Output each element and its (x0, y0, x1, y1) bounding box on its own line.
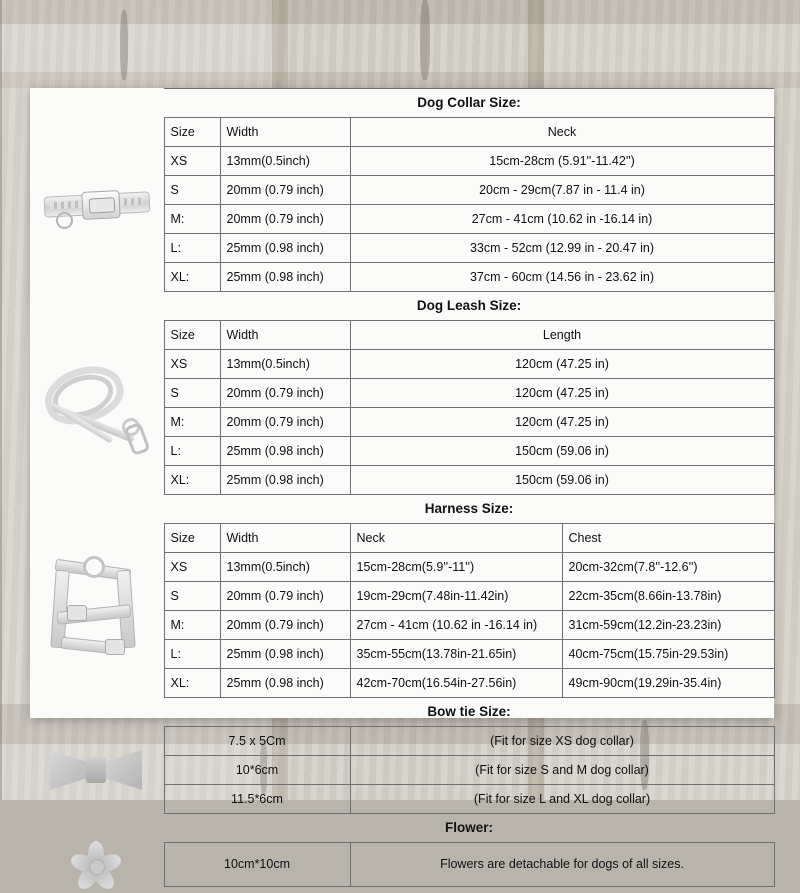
column-header-neck: Neck (350, 118, 774, 147)
cell-length: 120cm (47.25 in) (350, 408, 774, 437)
cell-width: 13mm(0.5inch) (220, 147, 350, 176)
table-row (30, 698, 774, 727)
cell-chest: 40cm-75cm(15.75in-29.53in) (562, 640, 774, 669)
cell-width: 25mm (0.98 inch) (220, 640, 350, 669)
section-title-collar: Dog Collar Size: (164, 89, 774, 118)
size-chart-table (30, 88, 775, 887)
cell-size: L: (164, 437, 220, 466)
cell-length: 150cm (59.06 in) (350, 437, 774, 466)
cell-chest: 22cm-35cm(8.66in-13.78in) (562, 582, 774, 611)
cell-size: XL: (164, 263, 220, 292)
column-header-size: Size (164, 524, 220, 553)
cell-neck: 27cm - 41cm (10.62 in -16.14 in) (350, 611, 562, 640)
cell-width: 13mm(0.5inch) (220, 553, 350, 582)
cell-bowtie-fit: (Fit for size S and M dog collar) (350, 756, 774, 785)
column-header-width: Width (220, 321, 350, 350)
cell-width: 25mm (0.98 inch) (220, 466, 350, 495)
collar-illustration (36, 121, 156, 289)
cell-chest: 31cm-59cm(12.2in-23.23in) (562, 611, 774, 640)
cell-length: 150cm (59.06 in) (350, 466, 774, 495)
cell-bowtie-size: 7.5 x 5Cm (164, 727, 350, 756)
cell-size: M: (164, 611, 220, 640)
bow-tie-image (30, 727, 164, 814)
table-row (30, 292, 774, 321)
cell-neck: 37cm - 60cm (14.56 in - 23.62 in) (350, 263, 774, 292)
table-row (30, 321, 774, 350)
dog-collar-image (30, 118, 164, 292)
cell-size: XL: (164, 466, 220, 495)
cell-neck: 19cm-29cm(7.48in-11.42in) (350, 582, 562, 611)
cell-width: 25mm (0.98 inch) (220, 234, 350, 263)
cell-length: 120cm (47.25 in) (350, 350, 774, 379)
section-title-bowtie: Bow tie Size: (164, 698, 774, 727)
table-row (30, 89, 774, 118)
dog-harness-image (30, 524, 164, 698)
cell-size: L: (164, 640, 220, 669)
cell-neck: 15cm-28cm(5.9''-11'') (350, 553, 562, 582)
bowtie-illustration (36, 730, 156, 811)
cell-neck: 20cm - 29cm(7.87 in - 11.4 in) (350, 176, 774, 205)
table-row (30, 495, 774, 524)
cell-neck: 27cm - 41cm (10.62 in -16.14 in) (350, 205, 774, 234)
cell-bowtie-fit: (Fit for size XS dog collar) (350, 727, 774, 756)
paint-crack (420, 0, 430, 80)
cell-size: XL: (164, 669, 220, 698)
table-row (30, 814, 774, 843)
cell-width: 20mm (0.79 inch) (220, 176, 350, 205)
cell-flower-size: 10cm*10cm (164, 843, 350, 887)
cell-size: L: (164, 234, 220, 263)
cell-size: S (164, 379, 220, 408)
cell-width: 20mm (0.79 inch) (220, 205, 350, 234)
cell-size: M: (164, 205, 220, 234)
cell-chest: 20cm-32cm(7.8''-12.6'') (562, 553, 774, 582)
cell-bowtie-size: 10*6cm (164, 756, 350, 785)
cell-bowtie-size: 11.5*6cm (164, 785, 350, 814)
cell-width: 20mm (0.79 inch) (220, 379, 350, 408)
cell-neck: 33cm - 52cm (12.99 in - 20.47 in) (350, 234, 774, 263)
cell-flower-note: Flowers are detachable for dogs of all sizes. (350, 843, 774, 887)
cell-width: 13mm(0.5inch) (220, 350, 350, 379)
spacer-cell (30, 495, 164, 524)
size-chart-sheet (30, 88, 774, 872)
cell-length: 120cm (47.25 in) (350, 379, 774, 408)
cell-width: 20mm (0.79 inch) (220, 611, 350, 640)
spacer-cell (30, 698, 164, 727)
column-header-size: Size (164, 118, 220, 147)
spacer-cell (30, 292, 164, 321)
cell-width: 20mm (0.79 inch) (220, 408, 350, 437)
cell-bowtie-fit: (Fit for size L and XL dog collar) (350, 785, 774, 814)
section-title-harness: Harness Size: (164, 495, 774, 524)
cell-neck: 35cm-55cm(13.78in-21.65in) (350, 640, 562, 669)
column-header-neck: Neck (350, 524, 562, 553)
table-row (30, 524, 774, 553)
table-row (30, 727, 774, 756)
column-header-width: Width (220, 524, 350, 553)
dog-leash-image (30, 321, 164, 495)
section-title-flower: Flower: (164, 814, 774, 843)
flower-image (30, 843, 164, 887)
column-header-length: Length (350, 321, 774, 350)
cell-chest: 49cm-90cm(19.29in-35.4in) (562, 669, 774, 698)
cell-size: XS (164, 350, 220, 379)
flower-illustration (36, 846, 156, 884)
cell-width: 20mm (0.79 inch) (220, 582, 350, 611)
table-row (30, 843, 774, 887)
cell-neck: 15cm-28cm (5.91''-11.42'') (350, 147, 774, 176)
column-header-chest: Chest (562, 524, 774, 553)
cell-width: 25mm (0.98 inch) (220, 669, 350, 698)
cell-size: XS (164, 147, 220, 176)
leash-illustration (36, 324, 156, 492)
column-header-width: Width (220, 118, 350, 147)
cell-width: 25mm (0.98 inch) (220, 437, 350, 466)
cell-size: S (164, 176, 220, 205)
cell-width: 25mm (0.98 inch) (220, 263, 350, 292)
section-title-leash: Dog Leash Size: (164, 292, 774, 321)
column-header-size: Size (164, 321, 220, 350)
cell-size: M: (164, 408, 220, 437)
table-row (30, 118, 774, 147)
cell-size: XS (164, 553, 220, 582)
cell-neck: 42cm-70cm(16.54in-27.56in) (350, 669, 562, 698)
paint-crack (120, 10, 128, 80)
cell-size: S (164, 582, 220, 611)
harness-illustration (36, 527, 156, 695)
spacer-cell (30, 89, 164, 118)
